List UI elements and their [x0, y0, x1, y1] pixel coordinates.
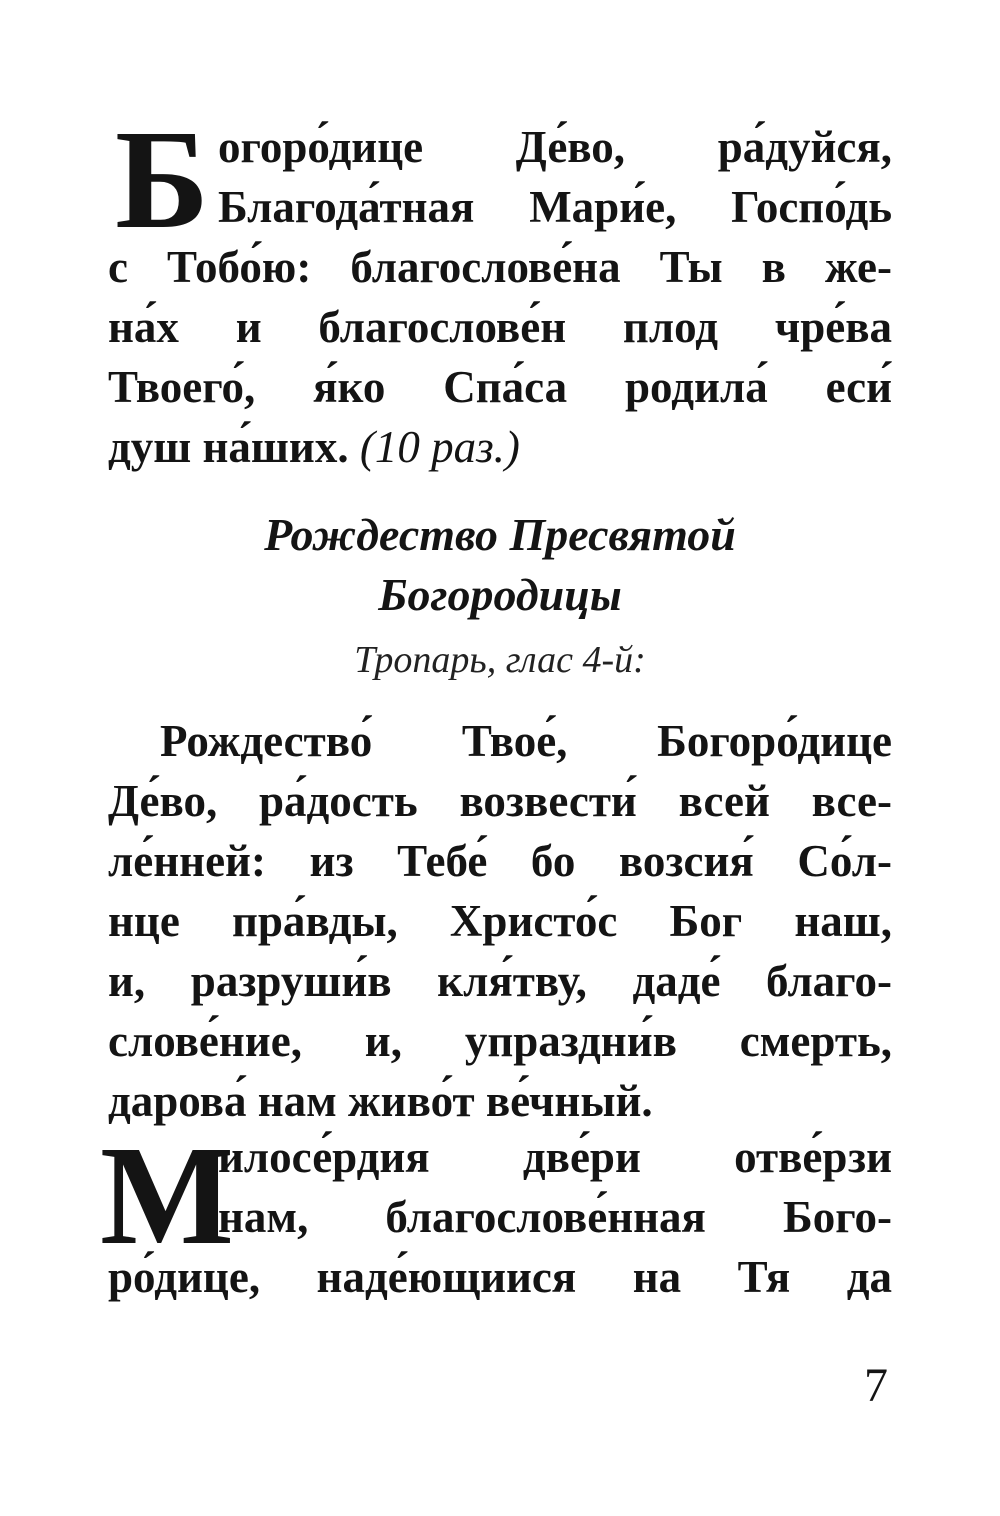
section-subtitle: Тропарь, глас 4-й:: [354, 639, 646, 681]
page-number: 7: [864, 1359, 888, 1412]
troparion-line-4: нце пра́вды, Христо́с Бог наш,: [108, 896, 892, 946]
troparion-line-7: дарова́ нам живо́т ве́чный.: [108, 1076, 653, 1126]
troparion-line-6: слове́ние, и, упраздни́в смерть,: [108, 1016, 892, 1066]
troparion-line-5: и, разруши́в кля́тву, даде́ благо-: [108, 956, 892, 1006]
prayer2-line-2: нам, благослове́нная Бого-: [218, 1192, 892, 1242]
repeat-note: (10 раз.): [359, 422, 520, 472]
prayer1-line-6-text: душ на́ших.: [108, 422, 349, 472]
prayer1-line-1: огоро́дице Де́во, ра́дуйся,: [218, 122, 892, 172]
prayer2-line-1: илосе́рдия две́ри отве́рзи: [218, 1132, 892, 1182]
troparion-line-3: ле́нней: из Тебе́ бо возсия́ Со́л-: [108, 836, 892, 886]
prayer2-line-3: ро́дице, наде́ющиися на Тя да: [108, 1252, 892, 1302]
prayer1-line-3: с Тобо́ю: благослове́на Ты в же-: [108, 242, 892, 292]
troparion-line-1: Рождество́ Твое́, Богоро́дице: [160, 716, 892, 766]
troparion-line-2: Де́во, ра́дость возвести́ всей все-: [108, 776, 892, 826]
prayer1-line-6: [108, 418, 892, 476]
dropcap-letter-m: М: [100, 1116, 235, 1274]
prayer1-line-2: Благода́тная Мари́е, Госпо́дь: [218, 182, 892, 232]
section-title-line-2: Богородицы: [378, 569, 622, 620]
section-title-line-1: Рождество Пресвятой: [264, 509, 736, 560]
prayer1-line-4: на́х и благослове́н плод чре́ва: [108, 302, 892, 352]
prayer1-line-5: Твоего́, я́ко Спа́са родила́ еси́: [108, 362, 892, 412]
dropcap-letter-b: Б: [115, 100, 209, 258]
